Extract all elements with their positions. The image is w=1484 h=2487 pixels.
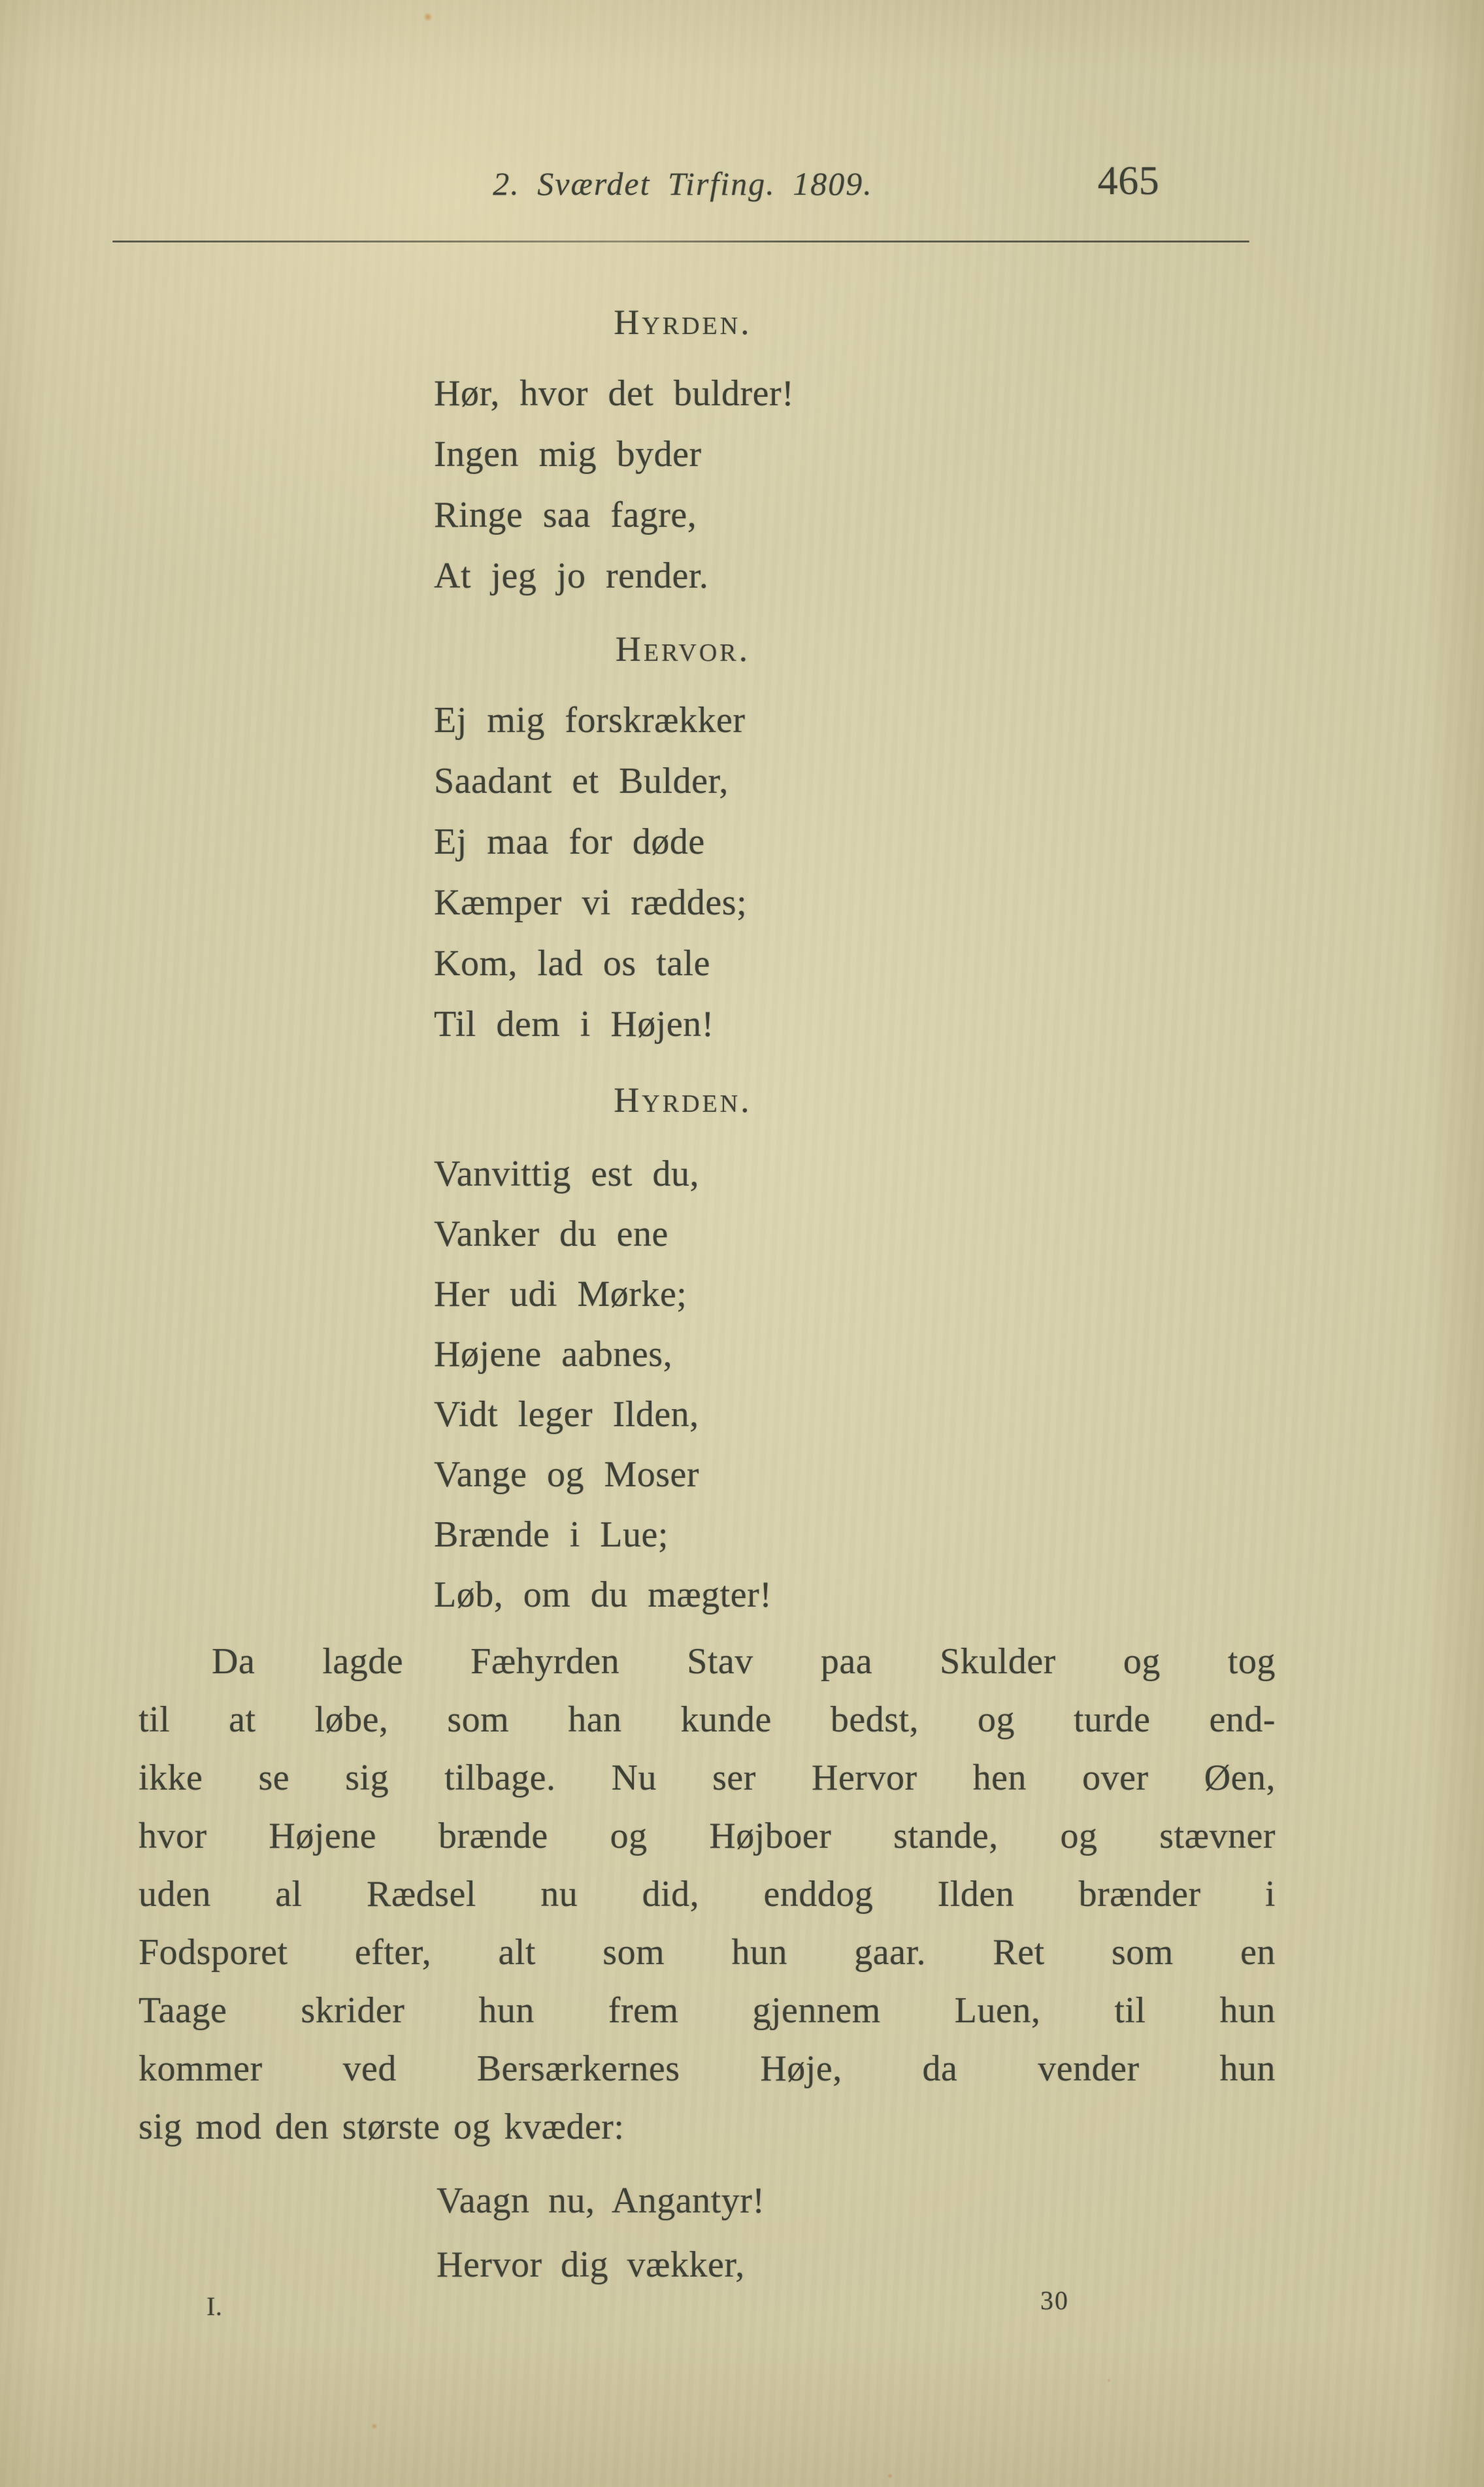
header-divider <box>112 241 1249 242</box>
verse-line: At jeg jo render. <box>434 556 709 596</box>
prose-line: til at løbe, som han kunde bedst, og turde end- <box>139 1699 1276 1740</box>
prose-line: hvor Højene brænde og Højboer stande, og stævner <box>139 1816 1276 1856</box>
verse-line: Her udi Mørke; <box>434 1274 687 1314</box>
verse-line: Hervor dig vækker, <box>437 2245 745 2285</box>
speaker-heading-hyrden-1: Hyrden. <box>614 303 752 342</box>
prose-line: Da lagde Fæhyrden Stav paa Skulder og tog <box>212 1641 1276 1682</box>
verse-line: Til dem i Højen! <box>434 1004 714 1044</box>
verse-line: Vanvittig est du, <box>434 1154 700 1194</box>
volume-signature: I. <box>206 2292 223 2321</box>
verse-line: Hør, hvor det buldrer! <box>434 373 795 414</box>
closing-stanza <box>437 2169 765 2297</box>
verse-line: Vaagn nu, Angantyr! <box>437 2180 765 2221</box>
verse-line: Ej mig forskrækker <box>434 700 746 741</box>
verse-line: Vanker du ene <box>434 1214 668 1254</box>
verse-line: Løb, om du mægter! <box>434 1575 772 1615</box>
prose-paragraph <box>139 1633 1276 2156</box>
verse-line: Brænde i Lue; <box>434 1514 668 1555</box>
page-number: 465 <box>1097 159 1160 203</box>
prose-line: uden al Rædsel nu did, enddog Ilden brænder i <box>139 1874 1276 1914</box>
prose-line: sig mod den største og kvæder: <box>139 2107 625 2147</box>
verse-line: Ingen mig byder <box>434 434 702 475</box>
speaker-heading-hervor: Hervor. <box>615 629 751 669</box>
prose-line: Fodsporet efter, alt som hun gaar. Ret som en <box>139 1932 1276 1973</box>
stanza-hervor <box>434 690 747 1055</box>
prose-line: ikke se sig tilbage. Nu ser Hervor hen over Øen, <box>139 1758 1276 1798</box>
stanza-hyrden-1 <box>434 363 794 607</box>
verse-line: Kæmper vi ræddes; <box>434 882 748 923</box>
sheet-signature-number: 30 <box>1040 2286 1069 2315</box>
running-header-title: 2. Sværdet Tirfing. 1809. <box>493 165 873 202</box>
verse-line: Ringe saa fagre, <box>434 495 697 535</box>
verse-line: Vange og Moser <box>434 1454 700 1495</box>
verse-line: Ej maa for døde <box>434 822 705 862</box>
prose-line: kommer ved Bersærkernes Høje, da vender hun <box>139 2048 1276 2089</box>
verse-line: Kom, lad os tale <box>434 943 711 984</box>
verse-line: Vidt leger Ilden, <box>434 1394 699 1435</box>
speaker-heading-hyrden-2: Hyrden. <box>614 1080 752 1120</box>
stanza-hyrden-2 <box>434 1144 772 1625</box>
prose-line: Taage skrider hun frem gjennem Luen, til hun <box>139 1990 1276 2031</box>
verse-line: Saadant et Bulder, <box>434 761 729 801</box>
verse-line: Højene aabnes, <box>434 1334 673 1375</box>
